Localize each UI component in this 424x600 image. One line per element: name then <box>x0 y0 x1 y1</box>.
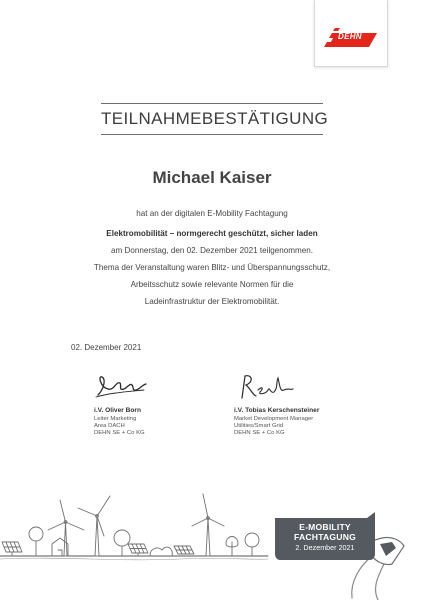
signature-tobias-kerschensteiner <box>236 372 296 402</box>
participant-name: Michael Kaiser <box>152 168 272 187</box>
title-rule-bottom <box>101 134 323 135</box>
logo-text: DEHN <box>338 32 362 41</box>
body-line-intro: hat an der digitalen E-Mobility Fachtagung <box>136 209 288 218</box>
tree-icon <box>114 530 130 556</box>
wind-turbine-icon <box>78 496 110 556</box>
event-badge <box>275 512 375 560</box>
signer-role: Market Development Manager <box>234 415 314 422</box>
tree-icon <box>245 533 259 556</box>
signer-area: Area DACH <box>94 422 125 429</box>
signer-company: DEHN SE + Co KG <box>234 430 285 437</box>
signer-name: i.V. Oliver Born <box>94 407 142 414</box>
badge-line-2: FACHTAGUNG <box>294 532 356 542</box>
solar-panel-icon <box>174 546 194 554</box>
badge-date: 2. Dezember 2021 <box>295 543 355 552</box>
signer-block-kerschensteiner <box>234 407 424 438</box>
body-line-infrastructure: Ladeinfrastruktur der Elektromobilität. <box>144 297 280 306</box>
body-line-date: am Donnerstag, den 02. Dezember 2021 teilgenommen. <box>110 246 313 255</box>
solar-panel-icon <box>2 542 22 556</box>
signature-oliver-born <box>94 371 150 401</box>
event-title: Elektromobilität – normgerecht geschützt, sicher laden <box>106 229 318 238</box>
certificate-title: TEILNAHMEBESTÄTIGUNG <box>101 109 329 128</box>
bush-icon <box>150 547 172 556</box>
body-line-norms: Arbeitsschutz sowie relevante Normen für die <box>130 280 294 289</box>
solar-panel-icon <box>128 544 148 556</box>
issue-date: 02. Dezember 2021 <box>71 343 142 352</box>
house-icon <box>52 538 68 556</box>
signer-area: Utilities/Smart Grid <box>234 422 284 429</box>
title-rule-top <box>101 103 323 104</box>
wind-turbine-icon <box>192 494 224 556</box>
body-line-topic: Thema der Veranstaltung waren Blitz- und Überspannungsschutz, <box>93 263 331 272</box>
badge-line-1: E-MOBILITY <box>299 522 351 532</box>
signer-role: Leiter Marketing <box>94 415 137 422</box>
tree-icon <box>226 537 238 557</box>
tree-icon <box>29 527 43 556</box>
logo-tab <box>314 0 388 67</box>
signer-name: i.V. Tobias Kerschensteiner <box>234 407 320 414</box>
signer-company: DEHN SE + Co KG <box>94 430 145 437</box>
